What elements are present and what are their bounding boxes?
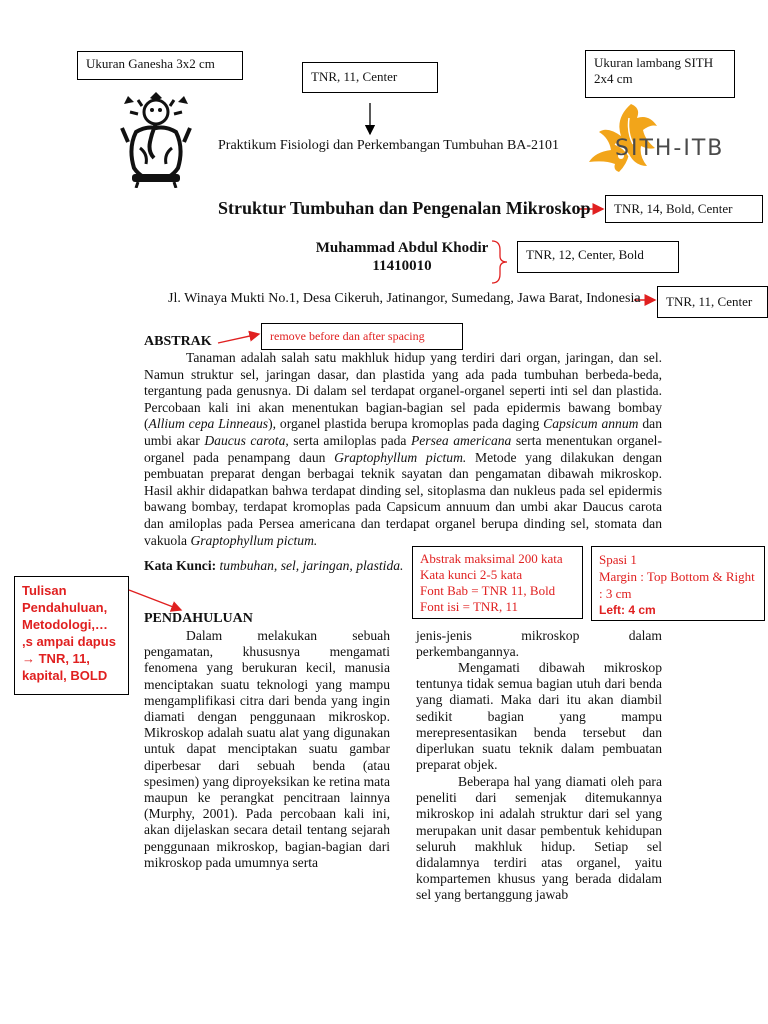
title-font-note: TNR, 14, Bold, Center	[605, 195, 763, 223]
course-header: Praktikum Fisiologi dan Perkembangan Tumbuhan BA-2101	[218, 138, 560, 153]
author-font-note: TNR, 12, Center, Bold	[517, 241, 679, 273]
abstract-rules-note: Abstrak maksimal 200 kata Kata kunci 2-5 kata Font Bab = TNR 11, Bold Font isi = TNR, 11	[412, 546, 583, 619]
sith-logo-text: SITH-ITB	[615, 136, 725, 161]
author-address: Jl. Winaya Mukti No.1, Desa Cikeruh, Jatinangor, Sumedang, Jawa Barat, Indonesia	[168, 291, 641, 306]
intro-right-para-1: jenis-jenis mikroskop dalam perkembangannya.	[416, 628, 662, 660]
spacing-rules-note: Spasi 1 Margin : Top Bottom & Right : 3 cm Left: 4 cm	[591, 546, 765, 621]
spacing-note: remove before dan after spacing	[261, 323, 463, 350]
abstract-heading: ABSTRAK	[144, 334, 212, 349]
sith-itb-logo	[585, 98, 735, 174]
intro-left-column: Dalam melakukan sebuah pengamatan, khususnya mengamati fenomena yang berukuran kecil, manusia menciptakan suatu teknologi yang mampu mengamplifikasi citra dari benda yang ingin diamati dengan penggunaan mikroskop. Mikroskop adalah suatu alat yang digunakan untuk dapat menciptakan suatu gambar diperbesar dari sebuah benda (atau spesimen) yang diproyeksikan ke retina mata maupun ke perangkat pencitraan lainnya (Murphy, 2001). Pada percobaan kali ini, akan dijelaskan secara detail tentang sejarah penggunaan mikroskop, bagian-bagian dari mikroskop pada umumnya serta	[144, 628, 390, 870]
ganesha-size-note: Ukuran Ganesha 3x2 cm	[77, 51, 243, 80]
abstract-body: Tanaman adalah salah satu makhluk hidup yang terdiri dari organ, jaringan, dan sel. Namun struktur sel, jaringan dasar, dan plastida yang ada pada tumbuhan berbeda-beda, tergantung pada genusnya. Di dalam sel terdapat organel-organel seperti inti sel dan plastida. Percobaan kali ini akan menentukan bagian-bagian sel pada epidermis bawang bombay (Allium cepa Linneaus), organel plastida berupa kromoplas pada daging Capsicum annum dan umbi akar Daucus carota, serta amiloplas pada Persea americana serta menentukan organel-organel pada penampang daun Graptophyllum pictum. Metode yang dilakukan dengan pembuatan preparat dengan berbagai teknik sayatan dan pengamatan dibawah mikroskop. Hasil akhir didapatkan bahwa terdapat dinding sel, sitoplasma dan nukleus pada sel epidermis bawang bombay, terdapat kromoplas pada Capsicum annuum dan umbi akar Daucus carota dan amiloplas pada Persea americana dan terdapat organel berupa dinding sel, stomata dan vakuola Graptophyllum pictum.	[144, 350, 662, 548]
sith-size-note: Ukuran lambang SITH 2x4 cm	[585, 50, 735, 98]
header-font-note: TNR, 11, Center	[302, 62, 438, 93]
ganesha-logo	[118, 88, 194, 188]
intro-right-para-3: Beberapa hal yang diamati oleh para peneliti dari semenjak ditemukannya mikroskop ini adalah struktur dari sel yang merupakan unit dasar pembentuk kehidupan seluruh makhluk hidup. Setiap sel didalamnya terdiri atas organel, yaitu kompartemen khusus yang berada didalam sel yang bertanggung jawab	[416, 774, 662, 903]
address-font-note: TNR, 11, Center	[657, 286, 768, 318]
section-heading-note: Tulisan Pendahuluan, Metodologi,… ,s ampai dapus → TNR, 11, kapital, BOLD	[14, 576, 129, 695]
intro-right-para-2: Mengamati dibawah mikroskop tentunya tidak semua bagian utuh dari benda yang diamati. Maka dari itu akan diambil sedikit bagian yang mampu merepresentasikan benda tersebut dan diperlukan suatu teknik dalam pembuatan preparat objek.	[416, 660, 662, 773]
intro-heading: PENDAHULUAN	[144, 611, 253, 626]
paper-title: Struktur Tumbuhan dan Pengenalan Mikroskop	[218, 198, 591, 218]
keywords-label: Kata Kunci:	[144, 558, 217, 573]
student-id: 11410010	[372, 258, 432, 274]
keywords-line	[144, 558, 403, 574]
author-name: Muhammad Abdul Khodir	[315, 240, 489, 256]
keywords-value: tumbuhan, sel, jaringan, plastida.	[219, 558, 404, 573]
